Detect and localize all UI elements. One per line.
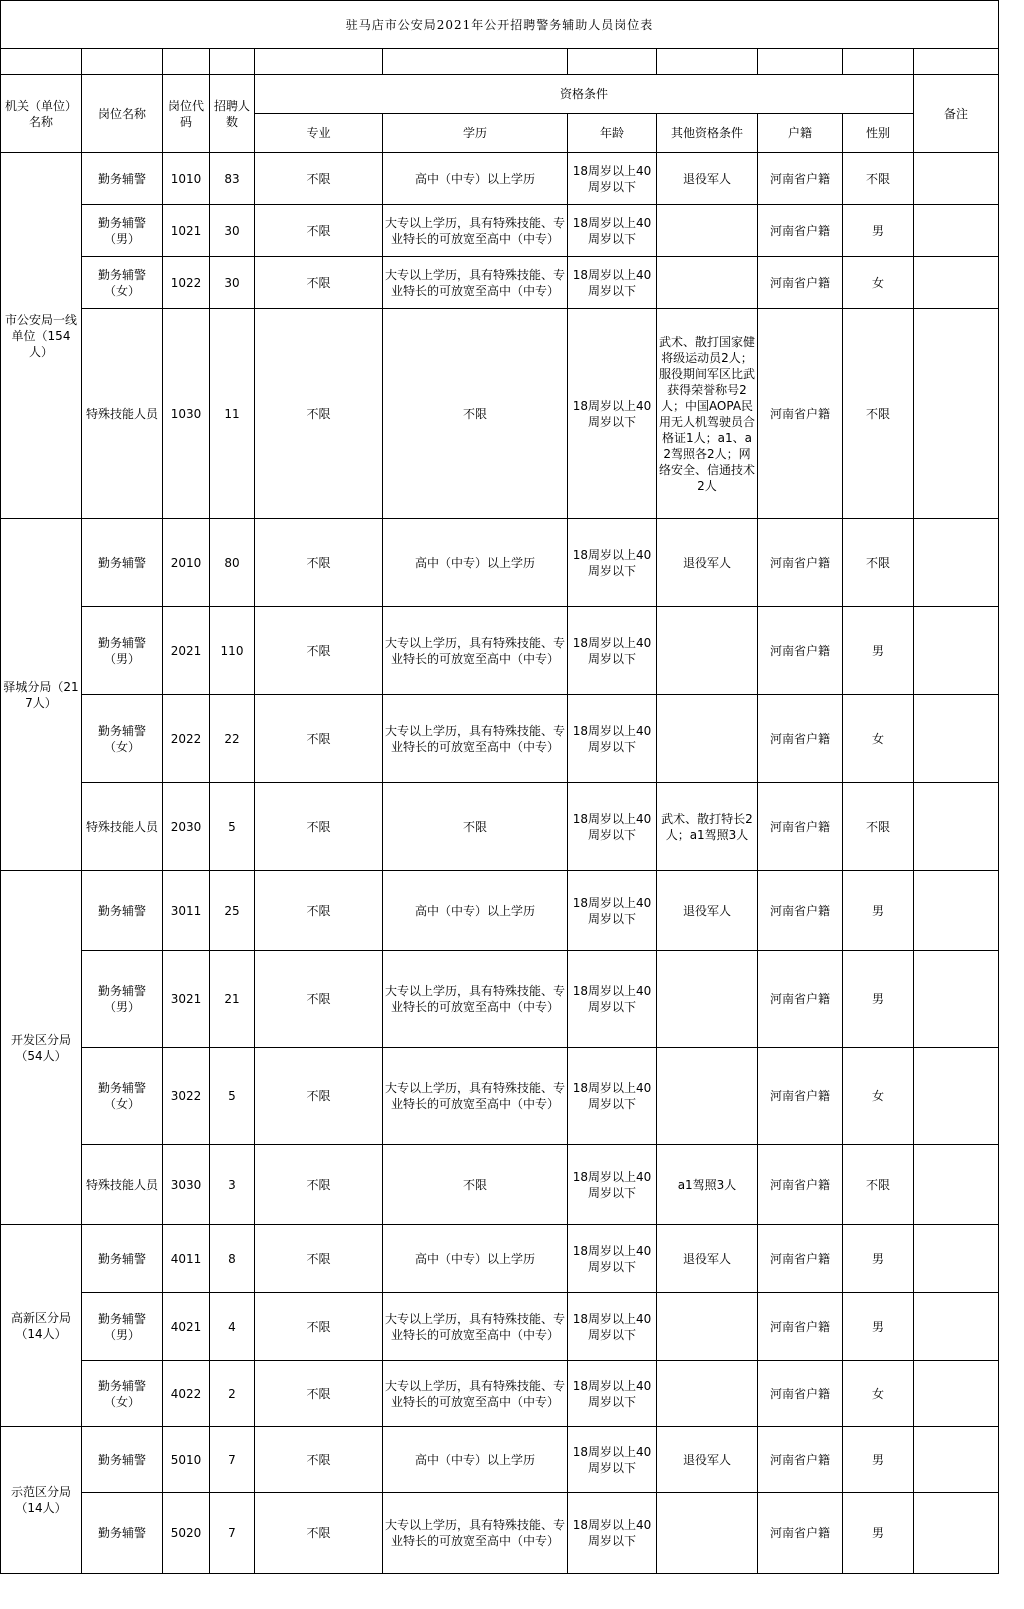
major-cell: 不限 [255, 1225, 383, 1293]
header-edu: 学历 [383, 114, 568, 153]
remark-cell [914, 1293, 999, 1361]
gender-cell: 女 [843, 695, 914, 783]
header-age: 年龄 [568, 114, 657, 153]
recruit-count-cell: 80 [210, 519, 255, 607]
post-name-cell: 勤务辅警（男） [82, 1293, 163, 1361]
age-cell: 18周岁以上40周岁以下 [568, 1048, 657, 1145]
post-code-cell: 3021 [163, 951, 210, 1048]
header-dept: 机关（单位）名称 [1, 75, 82, 153]
remark-cell [914, 951, 999, 1048]
header-other: 其他资格条件 [657, 114, 758, 153]
header-count: 招聘人数 [210, 75, 255, 153]
gender-cell: 男 [843, 951, 914, 1048]
hukou-cell: 河南省户籍 [758, 871, 843, 951]
major-cell: 不限 [255, 309, 383, 519]
table-row [1, 1048, 999, 1145]
empty-cell [843, 49, 914, 75]
education-cell: 高中（中专）以上学历 [383, 1427, 568, 1493]
age-cell: 18周岁以上40周岁以下 [568, 1493, 657, 1574]
remark-cell [914, 153, 999, 205]
age-cell: 18周岁以上40周岁以下 [568, 951, 657, 1048]
table-row [1, 607, 999, 695]
hukou-cell: 河南省户籍 [758, 257, 843, 309]
other-requirements-cell [657, 1293, 758, 1361]
header-gender: 性别 [843, 114, 914, 153]
gender-cell: 女 [843, 257, 914, 309]
table-row [1, 871, 999, 951]
header-code: 岗位代码 [163, 75, 210, 153]
department-cell: 开发区分局（54人） [1, 871, 82, 1225]
education-cell: 高中（中专）以上学历 [383, 153, 568, 205]
remark-cell [914, 695, 999, 783]
table-row [1, 1225, 999, 1293]
post-code-cell: 4011 [163, 1225, 210, 1293]
major-cell: 不限 [255, 1145, 383, 1225]
post-name-cell: 勤务辅警 [82, 1427, 163, 1493]
education-cell: 大专以上学历，具有特殊技能、专业特长的可放宽至高中（中专） [383, 951, 568, 1048]
education-cell: 大专以上学历，具有特殊技能、专业特长的可放宽至高中（中专） [383, 1293, 568, 1361]
other-requirements-cell: 武术、散打特长2人；a1驾照3人 [657, 783, 758, 871]
table-row [1, 519, 999, 607]
post-code-cell: 4022 [163, 1361, 210, 1427]
remark-cell [914, 1145, 999, 1225]
age-cell: 18周岁以上40周岁以下 [568, 519, 657, 607]
age-cell: 18周岁以上40周岁以下 [568, 783, 657, 871]
gender-cell: 女 [843, 1048, 914, 1145]
other-requirements-cell [657, 1048, 758, 1145]
post-code-cell: 5020 [163, 1493, 210, 1574]
post-code-cell: 3022 [163, 1048, 210, 1145]
age-cell: 18周岁以上40周岁以下 [568, 1145, 657, 1225]
hukou-cell: 河南省户籍 [758, 1361, 843, 1427]
post-code-cell: 1010 [163, 153, 210, 205]
table-row [1, 1493, 999, 1574]
other-requirements-cell [657, 607, 758, 695]
remark-cell [914, 519, 999, 607]
remark-cell [914, 607, 999, 695]
gender-cell: 男 [843, 871, 914, 951]
age-cell: 18周岁以上40周岁以下 [568, 871, 657, 951]
age-cell: 18周岁以上40周岁以下 [568, 607, 657, 695]
table-row [1, 205, 999, 257]
major-cell: 不限 [255, 1361, 383, 1427]
hukou-cell: 河南省户籍 [758, 951, 843, 1048]
age-cell: 18周岁以上40周岁以下 [568, 1361, 657, 1427]
post-name-cell: 勤务辅警 [82, 153, 163, 205]
table-row [1, 951, 999, 1048]
post-code-cell: 1030 [163, 309, 210, 519]
age-cell: 18周岁以上40周岁以下 [568, 153, 657, 205]
education-cell: 大专以上学历，具有特殊技能、专业特长的可放宽至高中（中专） [383, 1048, 568, 1145]
education-cell: 不限 [383, 1145, 568, 1225]
recruit-count-cell: 7 [210, 1493, 255, 1574]
recruit-count-cell: 4 [210, 1293, 255, 1361]
age-cell: 18周岁以上40周岁以下 [568, 257, 657, 309]
post-code-cell: 5010 [163, 1427, 210, 1493]
hukou-cell: 河南省户籍 [758, 519, 843, 607]
education-cell: 不限 [383, 783, 568, 871]
education-cell: 大专以上学历，具有特殊技能、专业特长的可放宽至高中（中专） [383, 205, 568, 257]
post-name-cell: 勤务辅警（男） [82, 951, 163, 1048]
post-name-cell: 特殊技能人员 [82, 1145, 163, 1225]
gender-cell: 男 [843, 607, 914, 695]
other-requirements-cell [657, 1493, 758, 1574]
major-cell: 不限 [255, 205, 383, 257]
post-code-cell: 3030 [163, 1145, 210, 1225]
table-row [1, 783, 999, 871]
gender-cell: 不限 [843, 783, 914, 871]
other-requirements-cell: 退役军人 [657, 519, 758, 607]
recruit-count-cell: 7 [210, 1427, 255, 1493]
other-requirements-cell: 退役军人 [657, 871, 758, 951]
hukou-cell: 河南省户籍 [758, 783, 843, 871]
major-cell: 不限 [255, 607, 383, 695]
post-code-cell: 2022 [163, 695, 210, 783]
table-row [1, 1427, 999, 1493]
empty-cell [657, 49, 758, 75]
post-name-cell: 勤务辅警（男） [82, 607, 163, 695]
education-cell: 大专以上学历，具有特殊技能、专业特长的可放宽至高中（中专） [383, 695, 568, 783]
major-cell: 不限 [255, 951, 383, 1048]
hukou-cell: 河南省户籍 [758, 153, 843, 205]
post-name-cell: 勤务辅警（男） [82, 205, 163, 257]
header-remark: 备注 [914, 75, 999, 153]
hukou-cell: 河南省户籍 [758, 607, 843, 695]
remark-cell [914, 1361, 999, 1427]
age-cell: 18周岁以上40周岁以下 [568, 1225, 657, 1293]
header-post: 岗位名称 [82, 75, 163, 153]
education-cell: 大专以上学历，具有特殊技能、专业特长的可放宽至高中（中专） [383, 1493, 568, 1574]
recruit-count-cell: 83 [210, 153, 255, 205]
remark-cell [914, 1493, 999, 1574]
post-name-cell: 特殊技能人员 [82, 309, 163, 519]
other-requirements-cell: 武术、散打国家健将级运动员2人；服役期间军区比武获得荣誉称号2人；中国AOPA民用无人机驾驶员合格证1人；a1、a2驾照各2人；网络安全、信通技术2人 [657, 309, 758, 519]
post-name-cell: 勤务辅警（女） [82, 257, 163, 309]
major-cell: 不限 [255, 519, 383, 607]
recruit-count-cell: 25 [210, 871, 255, 951]
major-cell: 不限 [255, 783, 383, 871]
other-requirements-cell: 退役军人 [657, 1427, 758, 1493]
post-code-cell: 1022 [163, 257, 210, 309]
spacer-row [1, 49, 999, 75]
title-row [1, 1, 999, 49]
major-cell: 不限 [255, 1293, 383, 1361]
age-cell: 18周岁以上40周岁以下 [568, 205, 657, 257]
recruit-count-cell: 110 [210, 607, 255, 695]
recruit-count-cell: 5 [210, 783, 255, 871]
education-cell: 大专以上学历，具有特殊技能、专业特长的可放宽至高中（中专） [383, 607, 568, 695]
other-requirements-cell [657, 951, 758, 1048]
post-code-cell: 3011 [163, 871, 210, 951]
gender-cell: 不限 [843, 1145, 914, 1225]
post-code-cell: 2030 [163, 783, 210, 871]
age-cell: 18周岁以上40周岁以下 [568, 1427, 657, 1493]
major-cell: 不限 [255, 1493, 383, 1574]
empty-cell [758, 49, 843, 75]
recruit-count-cell: 30 [210, 205, 255, 257]
major-cell: 不限 [255, 695, 383, 783]
gender-cell: 男 [843, 205, 914, 257]
post-name-cell: 勤务辅警 [82, 1493, 163, 1574]
hukou-cell: 河南省户籍 [758, 1048, 843, 1145]
hukou-cell: 河南省户籍 [758, 1427, 843, 1493]
major-cell: 不限 [255, 257, 383, 309]
recruit-count-cell: 2 [210, 1361, 255, 1427]
table-row [1, 1293, 999, 1361]
table-body [1, 1, 999, 1574]
other-requirements-cell: 退役军人 [657, 153, 758, 205]
table-row [1, 695, 999, 783]
hukou-cell: 河南省户籍 [758, 309, 843, 519]
recruit-count-cell: 8 [210, 1225, 255, 1293]
education-cell: 大专以上学历，具有特殊技能、专业特长的可放宽至高中（中专） [383, 1361, 568, 1427]
education-cell: 不限 [383, 309, 568, 519]
department-cell: 驿城分局（217人） [1, 519, 82, 871]
table-row [1, 1361, 999, 1427]
recruit-count-cell: 3 [210, 1145, 255, 1225]
age-cell: 18周岁以上40周岁以下 [568, 309, 657, 519]
department-cell: 高新区分局（14人） [1, 1225, 82, 1427]
gender-cell: 女 [843, 1361, 914, 1427]
age-cell: 18周岁以上40周岁以下 [568, 695, 657, 783]
hukou-cell: 河南省户籍 [758, 1225, 843, 1293]
department-cell: 示范区分局（14人） [1, 1427, 82, 1574]
hukou-cell: 河南省户籍 [758, 695, 843, 783]
table-title: 驻马店市公安局2021年公开招聘警务辅助人员岗位表 [1, 1, 999, 49]
education-cell: 高中（中专）以上学历 [383, 1225, 568, 1293]
education-cell: 高中（中专）以上学历 [383, 519, 568, 607]
empty-cell [568, 49, 657, 75]
remark-cell [914, 1427, 999, 1493]
other-requirements-cell [657, 205, 758, 257]
empty-cell [210, 49, 255, 75]
empty-cell [1, 49, 82, 75]
gender-cell: 男 [843, 1225, 914, 1293]
post-code-cell: 2010 [163, 519, 210, 607]
hukou-cell: 河南省户籍 [758, 205, 843, 257]
major-cell: 不限 [255, 153, 383, 205]
gender-cell: 不限 [843, 519, 914, 607]
recruit-count-cell: 22 [210, 695, 255, 783]
remark-cell [914, 205, 999, 257]
gender-cell: 男 [843, 1293, 914, 1361]
other-requirements-cell: a1驾照3人 [657, 1145, 758, 1225]
post-name-cell: 特殊技能人员 [82, 783, 163, 871]
recruit-count-cell: 5 [210, 1048, 255, 1145]
header-hukou: 户籍 [758, 114, 843, 153]
table-row [1, 1145, 999, 1225]
major-cell: 不限 [255, 871, 383, 951]
post-name-cell: 勤务辅警 [82, 519, 163, 607]
remark-cell [914, 783, 999, 871]
post-code-cell: 1021 [163, 205, 210, 257]
header-row-1 [1, 75, 999, 114]
post-name-cell: 勤务辅警（女） [82, 1361, 163, 1427]
remark-cell [914, 1225, 999, 1293]
education-cell: 大专以上学历，具有特殊技能、专业特长的可放宽至高中（中专） [383, 257, 568, 309]
remark-cell [914, 1048, 999, 1145]
remark-cell [914, 871, 999, 951]
other-requirements-cell [657, 257, 758, 309]
gender-cell: 不限 [843, 309, 914, 519]
hukou-cell: 河南省户籍 [758, 1493, 843, 1574]
other-requirements-cell [657, 1361, 758, 1427]
other-requirements-cell: 退役军人 [657, 1225, 758, 1293]
post-name-cell: 勤务辅警（女） [82, 1048, 163, 1145]
recruit-count-cell: 30 [210, 257, 255, 309]
post-code-cell: 2021 [163, 607, 210, 695]
table-row [1, 309, 999, 519]
hukou-cell: 河南省户籍 [758, 1145, 843, 1225]
empty-cell [163, 49, 210, 75]
department-cell: 市公安局一线单位（154人） [1, 153, 82, 519]
empty-cell [255, 49, 383, 75]
gender-cell: 男 [843, 1427, 914, 1493]
gender-cell: 男 [843, 1493, 914, 1574]
post-name-cell: 勤务辅警 [82, 871, 163, 951]
recruit-count-cell: 21 [210, 951, 255, 1048]
major-cell: 不限 [255, 1048, 383, 1145]
major-cell: 不限 [255, 1427, 383, 1493]
post-code-cell: 4021 [163, 1293, 210, 1361]
remark-cell [914, 257, 999, 309]
post-name-cell: 勤务辅警 [82, 1225, 163, 1293]
table-row [1, 257, 999, 309]
remark-cell [914, 309, 999, 519]
header-major: 专业 [255, 114, 383, 153]
hukou-cell: 河南省户籍 [758, 1293, 843, 1361]
age-cell: 18周岁以上40周岁以下 [568, 1293, 657, 1361]
other-requirements-cell [657, 695, 758, 783]
header-qualifications: 资格条件 [255, 75, 914, 114]
gender-cell: 不限 [843, 153, 914, 205]
post-name-cell: 勤务辅警（女） [82, 695, 163, 783]
recruit-count-cell: 11 [210, 309, 255, 519]
education-cell: 高中（中专）以上学历 [383, 871, 568, 951]
empty-cell [383, 49, 568, 75]
table-row [1, 153, 999, 205]
empty-cell [82, 49, 163, 75]
empty-cell [914, 49, 999, 75]
